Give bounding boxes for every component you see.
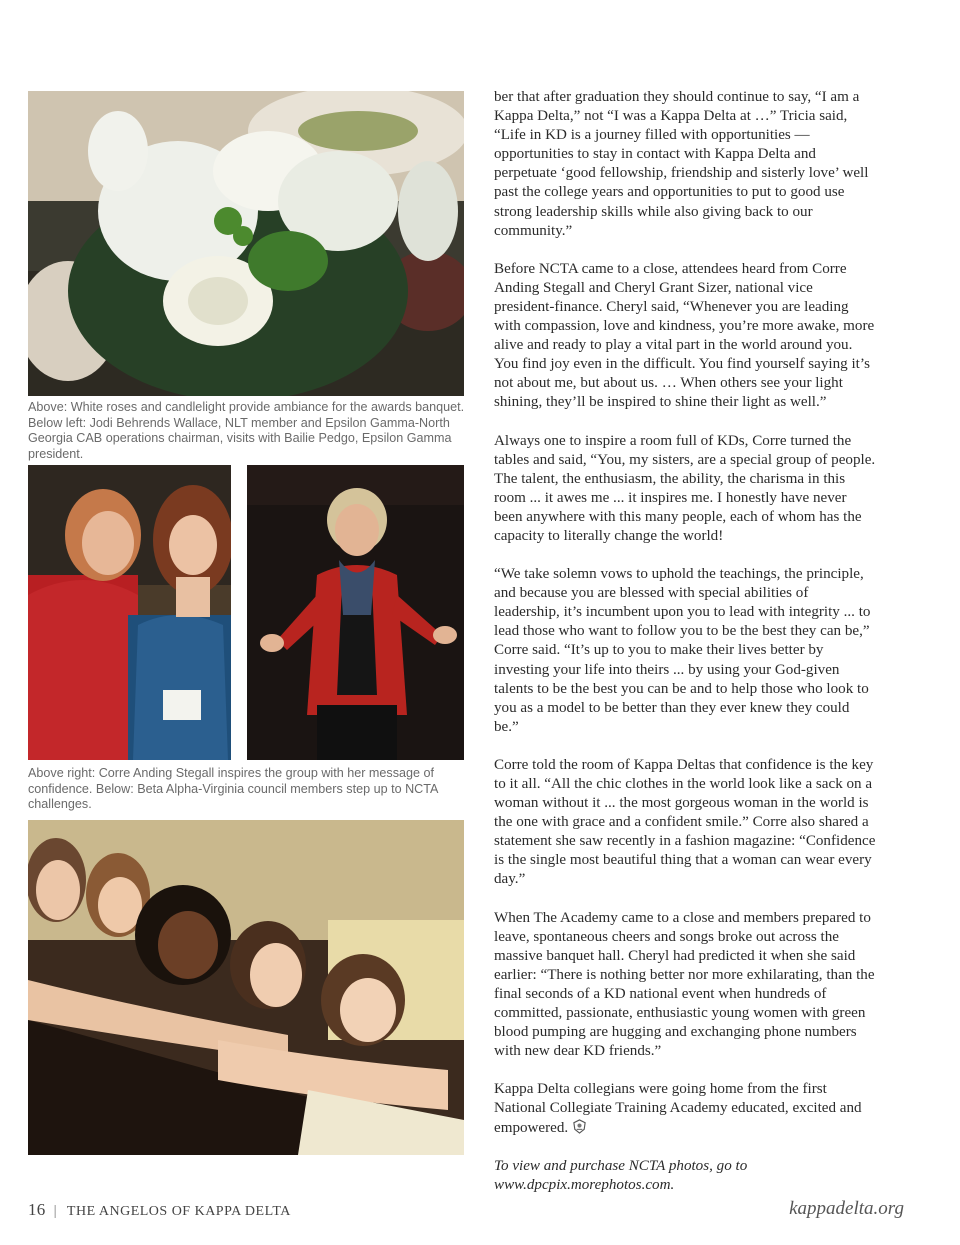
photo-corre-speaking <box>247 465 464 760</box>
footer-website[interactable]: kappadelta.org <box>789 1198 904 1219</box>
article-paragraph: Corre told the room of Kappa Deltas that confidence is the key to it all. “All the chic clothes in the world look like a sack on a woman without it ... the most gorgeous woman in the world is the one with grace and a confident smile.” Corre also shared a statement she saw recently in a fashion magazine: “Confidence is the single most beautiful thing that a woman can wear every day.” <box>494 756 876 888</box>
article-paragraph: Always one to inspire a room full of KDs, Corre turned the tables and said, “You, my sisters, are a special group of people. The talent, the enthusiasm, the ability, the charisma in this room ... it awes me ... it inspires me. I honestly have never been anywhere with this many people, each of whom has the capacity to literally change the world! <box>494 432 876 544</box>
page-number: 16 <box>28 1200 46 1219</box>
photo-jodi-and-bailie <box>28 465 231 760</box>
caption-middle: Above right: Corre Anding Stegall inspires the group with her message of confidence. Below: Beta Alpha-Virginia council members step up to NCTA challenges. <box>28 766 438 812</box>
footer-folio <box>28 1200 291 1220</box>
kappa-delta-emblem-icon <box>572 1119 587 1134</box>
article-paragraph: ber that after graduation they should continue to say, “I am a Kappa Delta,” not “I was a Kappa Delta at …” Tricia said, “Life in KD is a journey filled with opportunities — opportunities to stay in contact with Kappa Delta and perpetuate ‘good fellowship, friendship and sisterly love’ well past the college years and opportunities to put to good use strong leadership skills while also giving back to our community.” <box>494 89 869 239</box>
article-paragraph: “We take solemn vows to uphold the teachings, the principle, and because you are blessed with special abilities of leadership, it’s incumbent upon you to lead with integrity ... to lead those who want to follow you to be the best they can be,” Corre said. “It’s up to you to make their lives better by investing your life into theirs ... by using your God-given talents to be the best you can be and to help those who look to you as a model to be better than they ever knew they could be.” <box>494 566 871 735</box>
article-body <box>494 88 876 1214</box>
page-footer <box>28 1196 904 1224</box>
caption-top: Above: White roses and candlelight provide ambiance for the awards banquet. Below left: Jodi Behrends Wallace, NLT member and Epsilon Gamma-North Georgia CAB operations chairman, visits with Bailie Pedgo, Epsilon Gamma president. <box>28 400 465 461</box>
photo-roses-centerpiece <box>28 91 464 396</box>
final-paragraph-text: Kappa Delta collegians were going home from the first National Collegiate Training Academy educated, excited and empowered. <box>494 1081 862 1136</box>
magazine-title: THE ANGELOS OF KAPPA DELTA <box>66 1204 291 1219</box>
article-paragraph-final <box>494 1080 876 1137</box>
photo-purchase-url[interactable]: www.dpcpix.morephotos.com. <box>494 1176 675 1193</box>
photo-purchase-line: To view and purchase NCTA photos, go to <box>494 1157 748 1174</box>
article-paragraph: When The Academy came to a close and members prepared to leave, spontaneous cheers and songs broke out across the massive banquet hall. Cheryl had predicted it when she said earlier: “There is nothing better nor more exhilarating, than the final seconds of a KD national event when hundreds of committed, passionate, enthusiastic young women with green blood pumping are hugging and exchanging phone numbers with new dear KD friends.” <box>494 909 875 1060</box>
photo-beta-alpha-council <box>28 820 464 1155</box>
footer-separator: | <box>53 1203 57 1219</box>
article-paragraph: Before NCTA came to a close, attendees heard from Corre Anding Stegall and Cheryl Grant Sizer, national vice president-finance. Cheryl said, “Whenever you are leading with compassion, love and kindness, you’re more awake, more alive and ready to play a vital part in the world around you. You find joy even in the difficult. You find yourself saying it’s not about me, but about us. … When others see your light shining, they’ll be inspired to shine their light as well.” <box>494 260 875 411</box>
photo-purchase-note <box>494 1157 876 1195</box>
